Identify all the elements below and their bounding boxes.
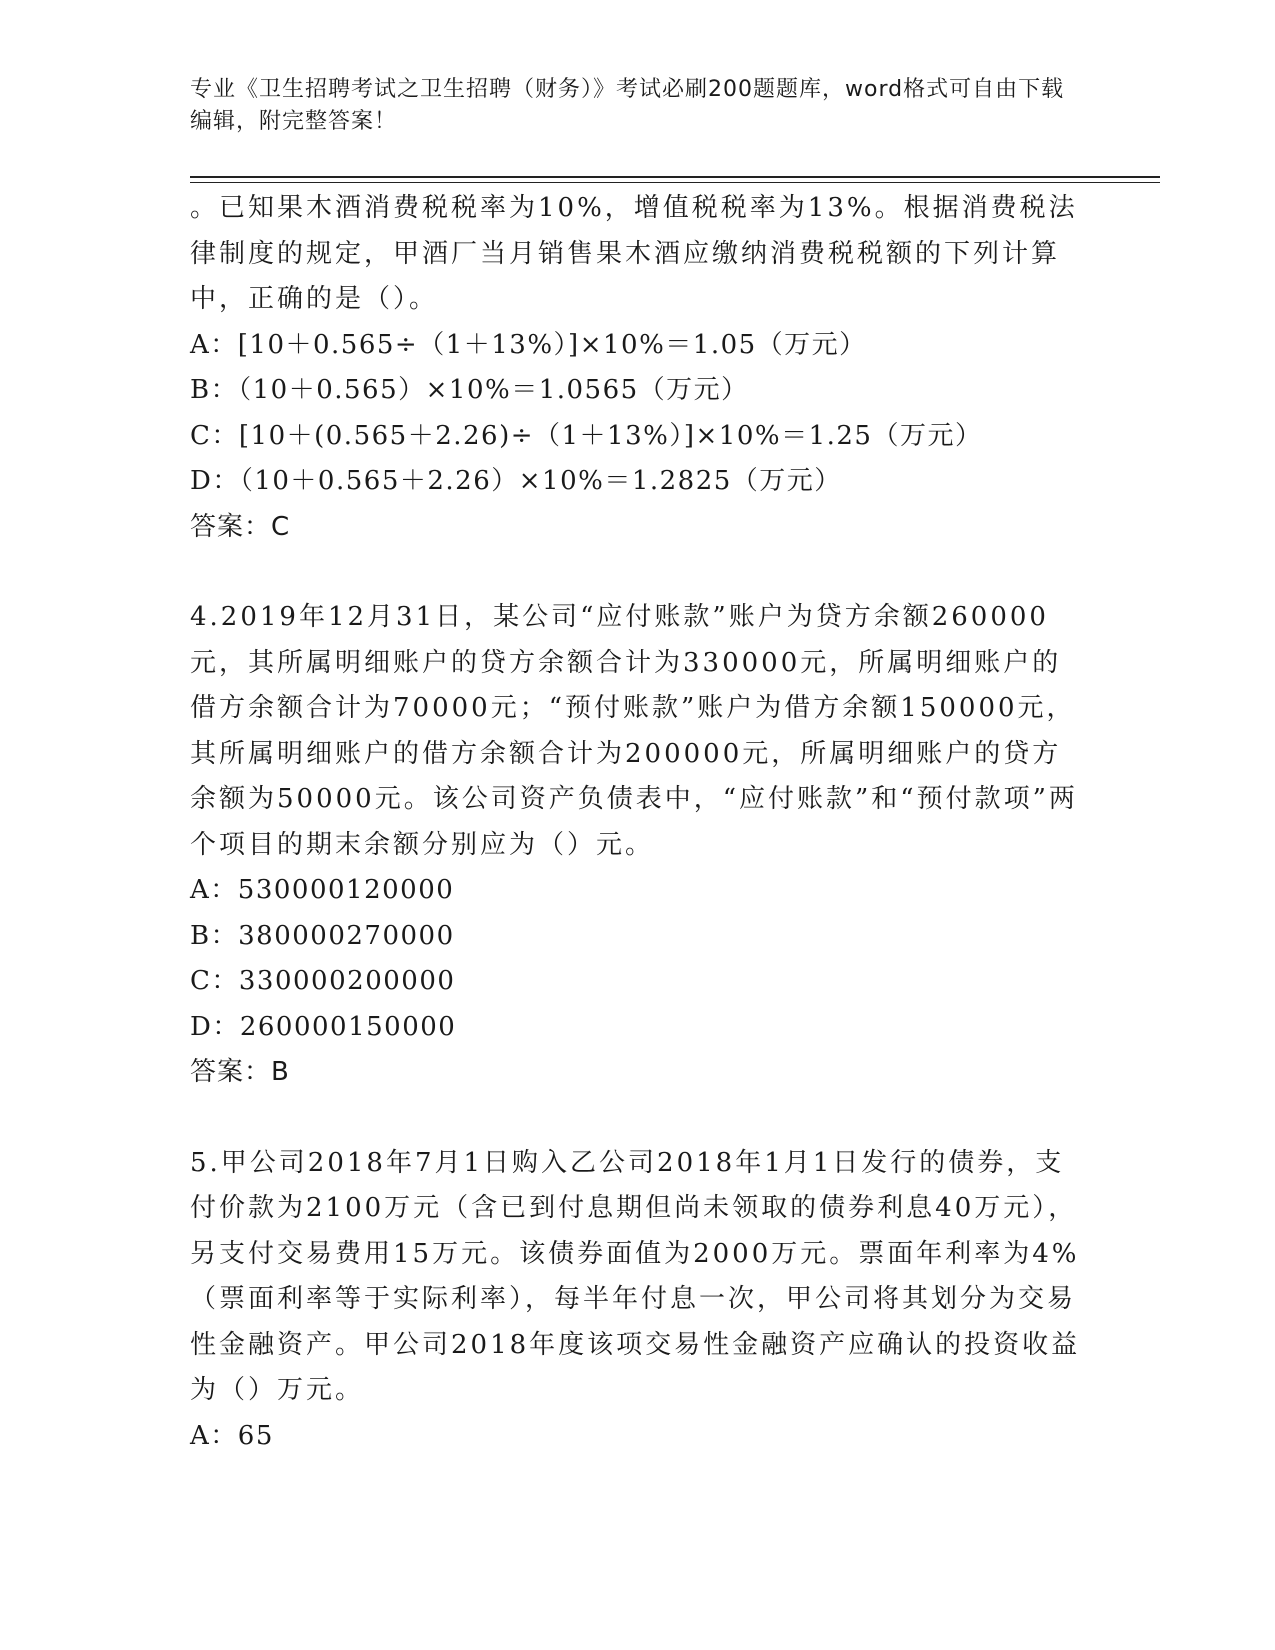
header-divider-thin [190,182,1160,183]
option-b: B：（10＋0.565）×10%＝1.0565（万元） [190,375,749,405]
question-stem: 。已知果木酒消费税税率为10%，增值税税率为13%。根据消费税法律制度的规定，甲酒厂当月销售果木酒应缴纳消费税税额的下列计算中，正确的是（）。 [190,193,1078,314]
spacer [190,1096,1090,1141]
question-5 [190,1141,1090,1460]
answer-line: 答案：C [190,511,291,542]
option-c: C：330000200000 [190,966,456,996]
question-3 [190,186,1090,550]
question-content [190,186,1090,1459]
option-b: B：380000270000 [190,920,455,951]
option-d: D：（10＋0.565＋2.26）×10%＝1.2825（万元） [190,466,842,496]
spacer [190,550,1090,595]
option-a: A：530000120000 [190,875,455,905]
answer-line: 答案：B [190,1057,290,1087]
question-stem: 4.2019年12月31日，某公司“应付账款”账户为贷方余额260000元，其所属明细账户的贷方余额合计为330000元，所属明细账户的借方余额合计为70000元；“预付账款”账户为借方余额150000元，其所属明细账户的借方余额合计为200000元，所属明细账户的贷方余额为50000元。该公司资产负债表中，“应付账款”和“预付款项”两个项目的期末余额分别应为（）元。 [190,602,1078,860]
option-c: C：[10＋(0.565＋2.26)÷（1＋13%）]×10%＝1.25（万元） [190,420,983,451]
option-a: A：[10＋0.565÷（1＋13%）]×10%＝1.05（万元） [190,329,867,360]
question-4 [190,595,1090,1096]
question-stem: 5.甲公司2018年7月1日购入乙公司2018年1月1日发行的债券，支付价款为2100万元（含已到付息期但尚未领取的债券利息40万元），另支付交易费用15万元。该债券面值为2000万元。票面年利率为4%（票面利率等于实际利率），每半年付息一次，甲公司将其划分为交易性金融资产。甲公司2018年度该项交易性金融资产应确认的投资收益为（）万元。 [190,1147,1081,1405]
option-d: D：260000150000 [190,1011,457,1042]
option-a: A：65 [190,1420,274,1451]
header-divider-thick [190,176,1160,178]
document-header: 专业《卫生招聘考试之卫生招聘（财务）》考试必刷200题题库，word格式可自由下载编辑，附完整答案！ [190,77,1065,134]
